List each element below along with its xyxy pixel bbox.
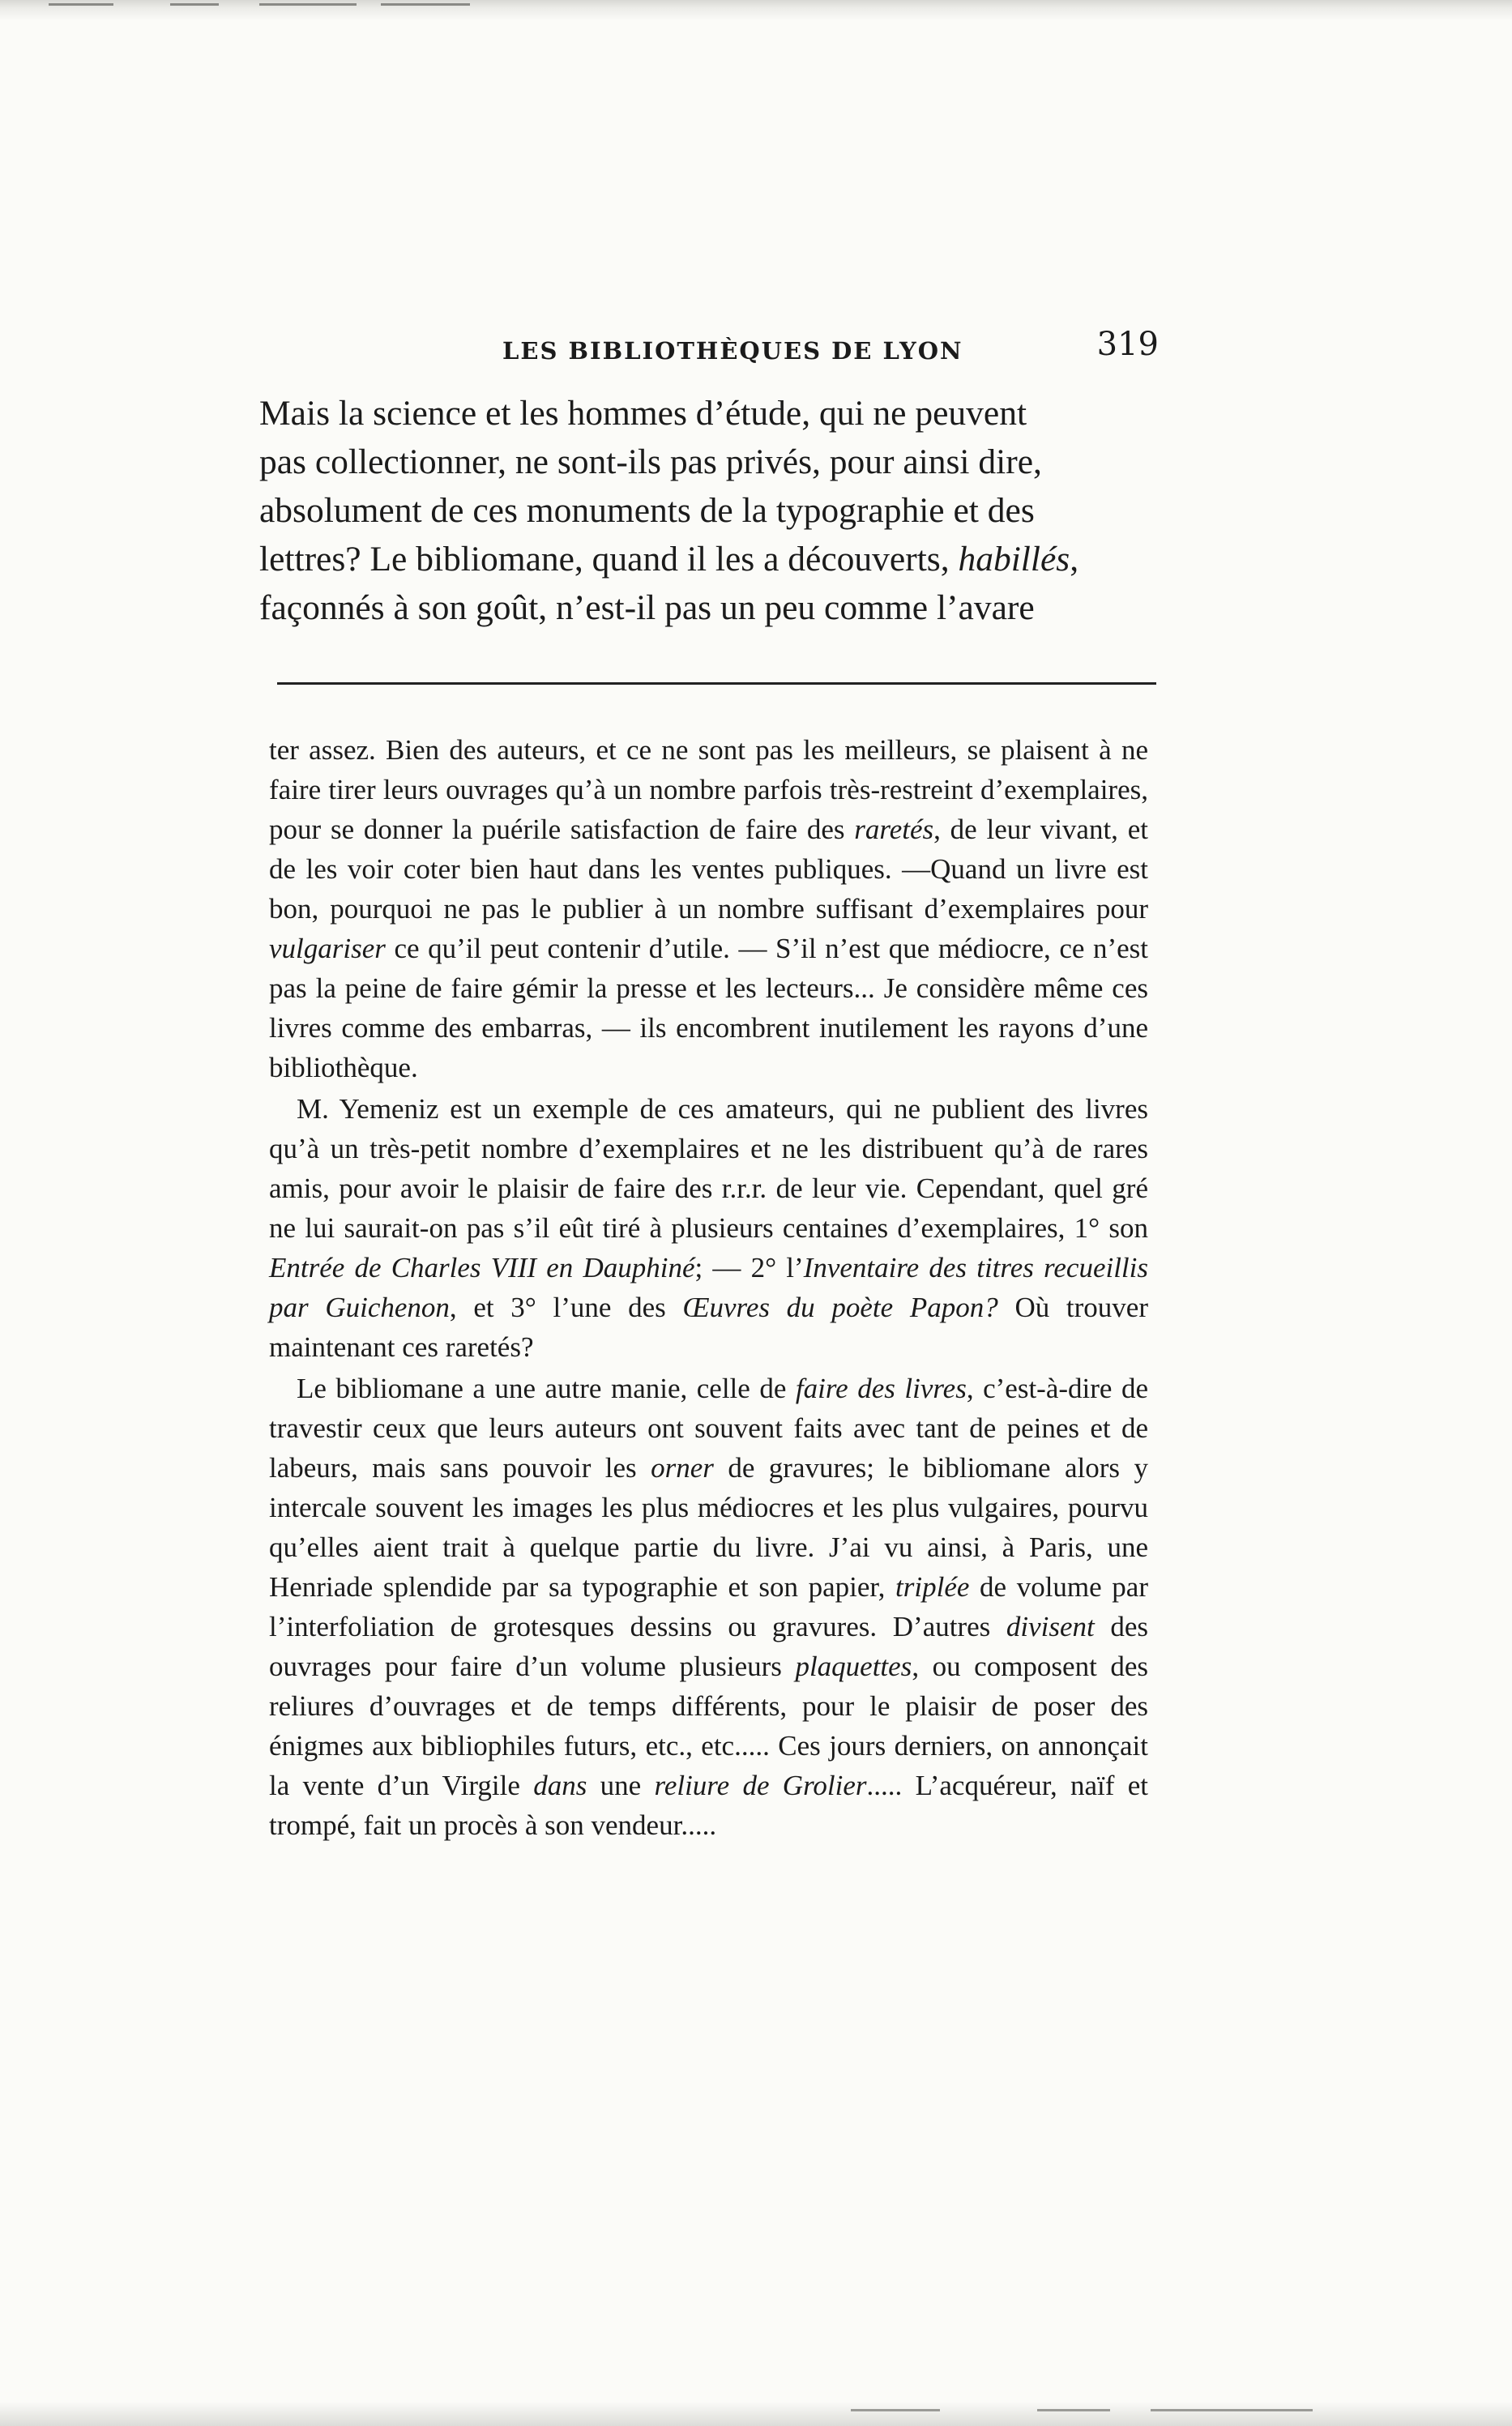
italic-run: raretés <box>854 814 934 845</box>
main-body-text <box>259 389 1147 632</box>
text-run: Où trouver maintenant ces raretés? <box>269 1292 1148 1363</box>
book-page <box>259 324 1159 1845</box>
text-run: de volume par l’interfoliation de grotesques dessins ou gravures. D’autres <box>269 1571 1148 1642</box>
footnote-paragraph <box>269 1369 1148 1845</box>
italic-run: Inventaire des titres recueillis par Guichenon <box>269 1252 1148 1323</box>
text-run: Le bibliomane a une autre manie, celle de <box>297 1373 796 1404</box>
text-run: ..... L’acquéreur, naïf et trompé, fait un procès à son vendeur..... <box>269 1770 1148 1841</box>
scan-artifact <box>259 3 357 6</box>
scan-artifact <box>170 3 219 6</box>
scan-artifact <box>1151 2409 1313 2411</box>
text-run: ce qu’il peut contenir d’utile. — S’il n’est que médiocre, ce n’est pas la peine de faire gémir la presse et les lecteurs... Je considère même ces livres comme des embarras, — ils encombrent inutilement les rayons d’une bibliothèque. <box>269 933 1148 1083</box>
footnote-text <box>269 730 1148 1845</box>
page-number: 319 <box>1096 326 1159 363</box>
text-run: , ou composent des reliures d’ouvrages et de temps différents, pour le plaisir de poser des énigmes aux bibliophiles futurs, etc., etc..... Ces jours derniers, on annonçait la vente d’un Virgile <box>269 1651 1149 1801</box>
footnote-separator-rule <box>277 682 1156 685</box>
italic-run: plaquettes <box>795 1651 912 1682</box>
italic-run: triplée <box>895 1571 970 1603</box>
footnote-paragraph <box>269 730 1148 1087</box>
text-run: des ouvrages pour faire d’un volume plusieurs <box>269 1611 1149 1682</box>
main-text-segment: lettres? Le bibliomane, quand il les a découverts, <box>259 540 959 579</box>
running-title: LES BIBLIOTHÈQUES DE LYON <box>502 337 963 365</box>
italic-run: Œuvres du poète Papon? <box>682 1292 998 1323</box>
main-text-line: absolument de ces monuments de la typographie et des <box>259 491 1035 530</box>
italic-run: divisent <box>1006 1611 1095 1642</box>
scan-top-edge <box>0 0 1512 21</box>
italic-run: reliure de Grolier <box>654 1770 867 1801</box>
text-run: ; — 2° l’ <box>694 1252 804 1283</box>
italic-run: Entrée de Charles VIII en Dauphiné <box>269 1252 695 1283</box>
text-run: , et 3° l’une des <box>449 1292 683 1323</box>
scan-artifact <box>851 2409 940 2411</box>
text-run: une <box>587 1770 655 1801</box>
italic-run: orner <box>651 1452 714 1484</box>
italic-run: vulgariser <box>269 933 386 964</box>
main-text-segment: , <box>1070 540 1079 579</box>
text-run: ter assez. Bien des auteurs, et ce ne sont pas les meilleurs, se plaisent à ne faire tirer leurs ouvrages qu’à un nombre parfois très-restreint d’exemplaires, pour se donner la puérile satisfaction de faire des <box>269 734 1148 845</box>
main-text-line: façonnés à son goût, n’est-il pas un peu comme l’avare <box>259 588 1035 627</box>
scan-artifact <box>1037 2409 1110 2411</box>
main-text-line: pas collectionner, ne sont-ils pas privés, pour ainsi dire, <box>259 442 1042 481</box>
scan-artifact <box>381 3 470 6</box>
main-text-line <box>259 535 1147 583</box>
text-run: , c’est-à-dire de travestir ceux que leurs auteurs ont souvent faits avec tant de peines et de labeurs, mais sans pouvoir les <box>269 1373 1148 1484</box>
text-run: M. Yemeniz est un exemple de ces amateurs, qui ne publient des livres qu’à un très-petit nombre d’exemplaires et ne les distribuent qu’à de rares amis, pour avoir le plaisir de faire des r.r.r. de leur vie. Cependant, quel gré ne lui saurait-on pas s’il eût tiré à plusieurs centaines d’exemplaires, 1° son <box>269 1093 1148 1244</box>
text-run: , de leur vivant, et de les voir coter bien haut dans les ventes publiques. —Quand un livre est bon, pourquoi ne pas le publier à un nombre suffisant d’exemplaires pour <box>269 814 1148 925</box>
footnote-paragraph <box>269 1089 1148 1367</box>
main-text-line: Mais la science et les hommes d’étude, qui ne peuvent <box>259 394 1027 433</box>
main-text-italic: habillés <box>958 540 1070 579</box>
page-header <box>259 324 1159 381</box>
text-run: de gravures; le bibliomane alors y intercale souvent les images les plus médiocres et les plus vulgaires, pourvu qu’elles aient trait à quelque partie du livre. J’ai vu ainsi, à Paris, une Henriade splendide par sa typographie et son papier, <box>269 1452 1148 1603</box>
scan-bottom-edge <box>0 2402 1512 2426</box>
italic-run: faire des livres <box>795 1373 967 1404</box>
italic-run: dans <box>533 1770 587 1801</box>
scan-artifact <box>49 3 113 6</box>
